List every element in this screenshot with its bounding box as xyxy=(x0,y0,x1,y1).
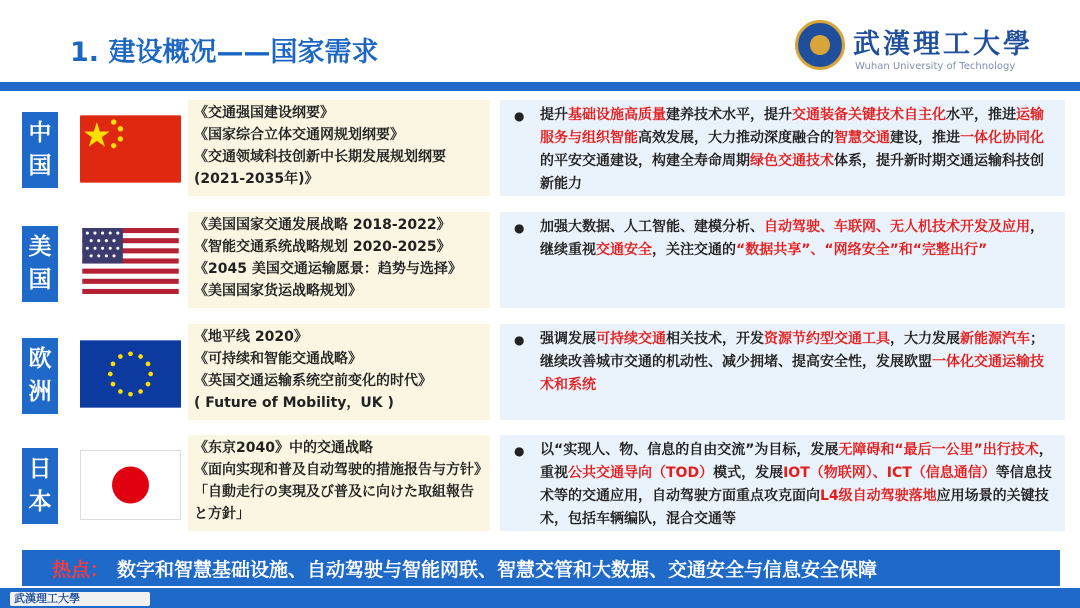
label-char: 日 xyxy=(28,455,52,482)
doc-item: 《智能交通系统战略规划 2020-2025》 xyxy=(194,239,451,255)
point-segment: ，关注交通的 xyxy=(652,242,736,258)
eu-flag-icon xyxy=(80,340,181,408)
footer-bar xyxy=(0,588,1080,608)
policy-docs xyxy=(188,324,490,420)
point-segment: 加强大数据、人工智能、建模分析、 xyxy=(540,219,764,235)
highlight-text: 资源节约型交通工具 xyxy=(764,331,890,347)
key-point xyxy=(500,324,1065,420)
key-point xyxy=(500,435,1065,531)
doc-item: 《美国国家货运战略规划》 xyxy=(194,283,362,299)
point-segment: ，大力发展 xyxy=(890,331,960,347)
point-text xyxy=(540,328,1057,397)
highlight-text: 运输服务与组织智能 xyxy=(540,107,1044,146)
label-char: 欧 xyxy=(28,345,52,372)
highlight-text: 自动驾驶、车联网、无人机技术开发及应用 xyxy=(764,219,1030,235)
key-point xyxy=(500,212,1065,308)
page-title: 1. 建设概况——国家需求 xyxy=(70,37,379,68)
country-label xyxy=(22,338,58,414)
highlight-text: 智慧交通 xyxy=(834,130,890,146)
point-segment: 的平安交通建设，构建全寿命周期 xyxy=(540,153,750,169)
doc-item: 《英国交通运输系统空前变化的时代》 xyxy=(194,373,432,389)
hotspot-label: 热点： xyxy=(52,558,110,581)
china-flag-icon xyxy=(80,113,181,185)
university-logo xyxy=(795,16,1045,78)
label-char: 国 xyxy=(28,267,52,293)
highlight-text: 新能源汽车 xyxy=(960,331,1030,347)
point-segment: 建养技术水平，提升 xyxy=(666,107,792,123)
point-text xyxy=(540,439,1057,531)
point-segment: 等信息技术等的交通应用，自动驾驶方面重点攻克面向 xyxy=(540,465,1052,504)
point-segment: 水平，推进 xyxy=(946,107,1016,123)
japan-flag-icon xyxy=(80,450,181,520)
doc-item: 《东京2040》中的交通战略 xyxy=(194,440,373,456)
highlight-text: IOT（物联网）、ICT（信息通信） xyxy=(783,465,996,481)
policy-docs xyxy=(188,212,490,308)
doc-item: (2021-2035年)》 xyxy=(194,171,319,187)
point-text xyxy=(540,104,1057,196)
university-emblem-icon xyxy=(795,20,845,70)
highlight-text: 可持续交通 xyxy=(596,331,666,347)
doc-item: 《地平线 2020》 xyxy=(194,329,308,345)
highlight-text: 一体化协同化 xyxy=(960,130,1044,146)
highlight-text: 无障碍和“最后一公里”出行技术 xyxy=(838,442,1039,458)
logo-name-cn: 武漢理工大學 xyxy=(853,29,1033,60)
highlight-text: 交通装备关键技术自主化 xyxy=(792,107,946,123)
doc-item: 《交通领域科技创新中长期发展规划纲要 xyxy=(194,149,446,165)
point-segment: 相关技术，开发 xyxy=(666,331,764,347)
point-segment: ，重视 xyxy=(540,442,1053,481)
point-segment: 建设，推进 xyxy=(890,130,960,146)
doc-item: 《交通强国建设纲要》 xyxy=(194,105,334,121)
label-char: 本 xyxy=(28,489,52,515)
point-segment: 高效发展，大力推动深度融合的 xyxy=(638,130,834,146)
doc-item: 《可持续和智能交通战略》 xyxy=(194,351,362,367)
doc-item: 《面向实现和普及自动驾驶的措施报告与方针》「自動走行の実現及び普及に向けた取組報告と方針」 xyxy=(194,462,481,522)
point-segment: ，继续重视 xyxy=(540,219,1044,258)
label-char: 洲 xyxy=(28,379,52,405)
highlight-text: 交通安全 xyxy=(596,242,652,258)
point-segment: 提升 xyxy=(540,107,568,123)
label-char: 中 xyxy=(28,119,52,146)
highlight-text: L4级自动驾驶落地 xyxy=(820,488,937,504)
highlight-text: 基础设施高质量 xyxy=(568,107,666,123)
doc-item: 《国家综合立体交通网规划纲要》 xyxy=(194,127,404,143)
point-segment: ；继续改善城市交通的机动性、减少拥堵、提高安全性，发展欧盟 xyxy=(540,331,1044,370)
doc-item: 《2045 美国交通运输愿景：趋势与选择》 xyxy=(194,261,462,277)
point-segment: 体系，提升新时期交通运输科技创新能力 xyxy=(540,153,1044,192)
key-point xyxy=(500,100,1065,196)
bullet-icon: ● xyxy=(514,444,525,458)
point-segment: 强调发展 xyxy=(540,331,596,347)
doc-item: ( Future of Mobility，UK ) xyxy=(194,395,394,411)
country-label xyxy=(22,226,58,302)
policy-docs xyxy=(188,435,490,531)
logo-name-en: Wuhan University of Technology xyxy=(855,61,1016,72)
country-label xyxy=(22,112,58,188)
point-segment: 以“实现人、物、信息的自由交流”为目标，发展 xyxy=(540,442,839,458)
bullet-icon: ● xyxy=(514,109,525,123)
highlight-text: 公共交通导向（TOD） xyxy=(568,465,714,481)
title-divider xyxy=(0,82,1080,91)
highlight-text: 一体化交通运输技术和系统 xyxy=(540,354,1044,393)
point-segment: 模式，发展 xyxy=(713,465,784,481)
doc-item: 《美国国家交通发展战略 2018-2022》 xyxy=(194,217,451,233)
point-text xyxy=(540,216,1057,262)
country-label xyxy=(22,448,58,524)
hotspot-bar xyxy=(22,550,1060,586)
point-segment: 应用场景的关键技术，包括车辆编队，混合交通等 xyxy=(540,488,1049,527)
highlight-text: “数据共享”、“网络安全”和“完整出行” xyxy=(736,242,988,258)
footer-logo: 武漢理工大學 xyxy=(10,592,150,606)
bullet-icon: ● xyxy=(514,221,525,235)
usa-flag-icon xyxy=(80,228,181,294)
hotspot-text: 数字和智慧基础设施、自动驾驶与智能网联、智慧交管和大数据、交通安全与信息安全保障 xyxy=(117,558,878,581)
label-char: 国 xyxy=(28,153,52,179)
highlight-text: 绿色交通技术 xyxy=(750,153,834,169)
label-char: 美 xyxy=(28,233,52,260)
bullet-icon: ● xyxy=(514,333,525,347)
policy-docs xyxy=(188,100,490,196)
